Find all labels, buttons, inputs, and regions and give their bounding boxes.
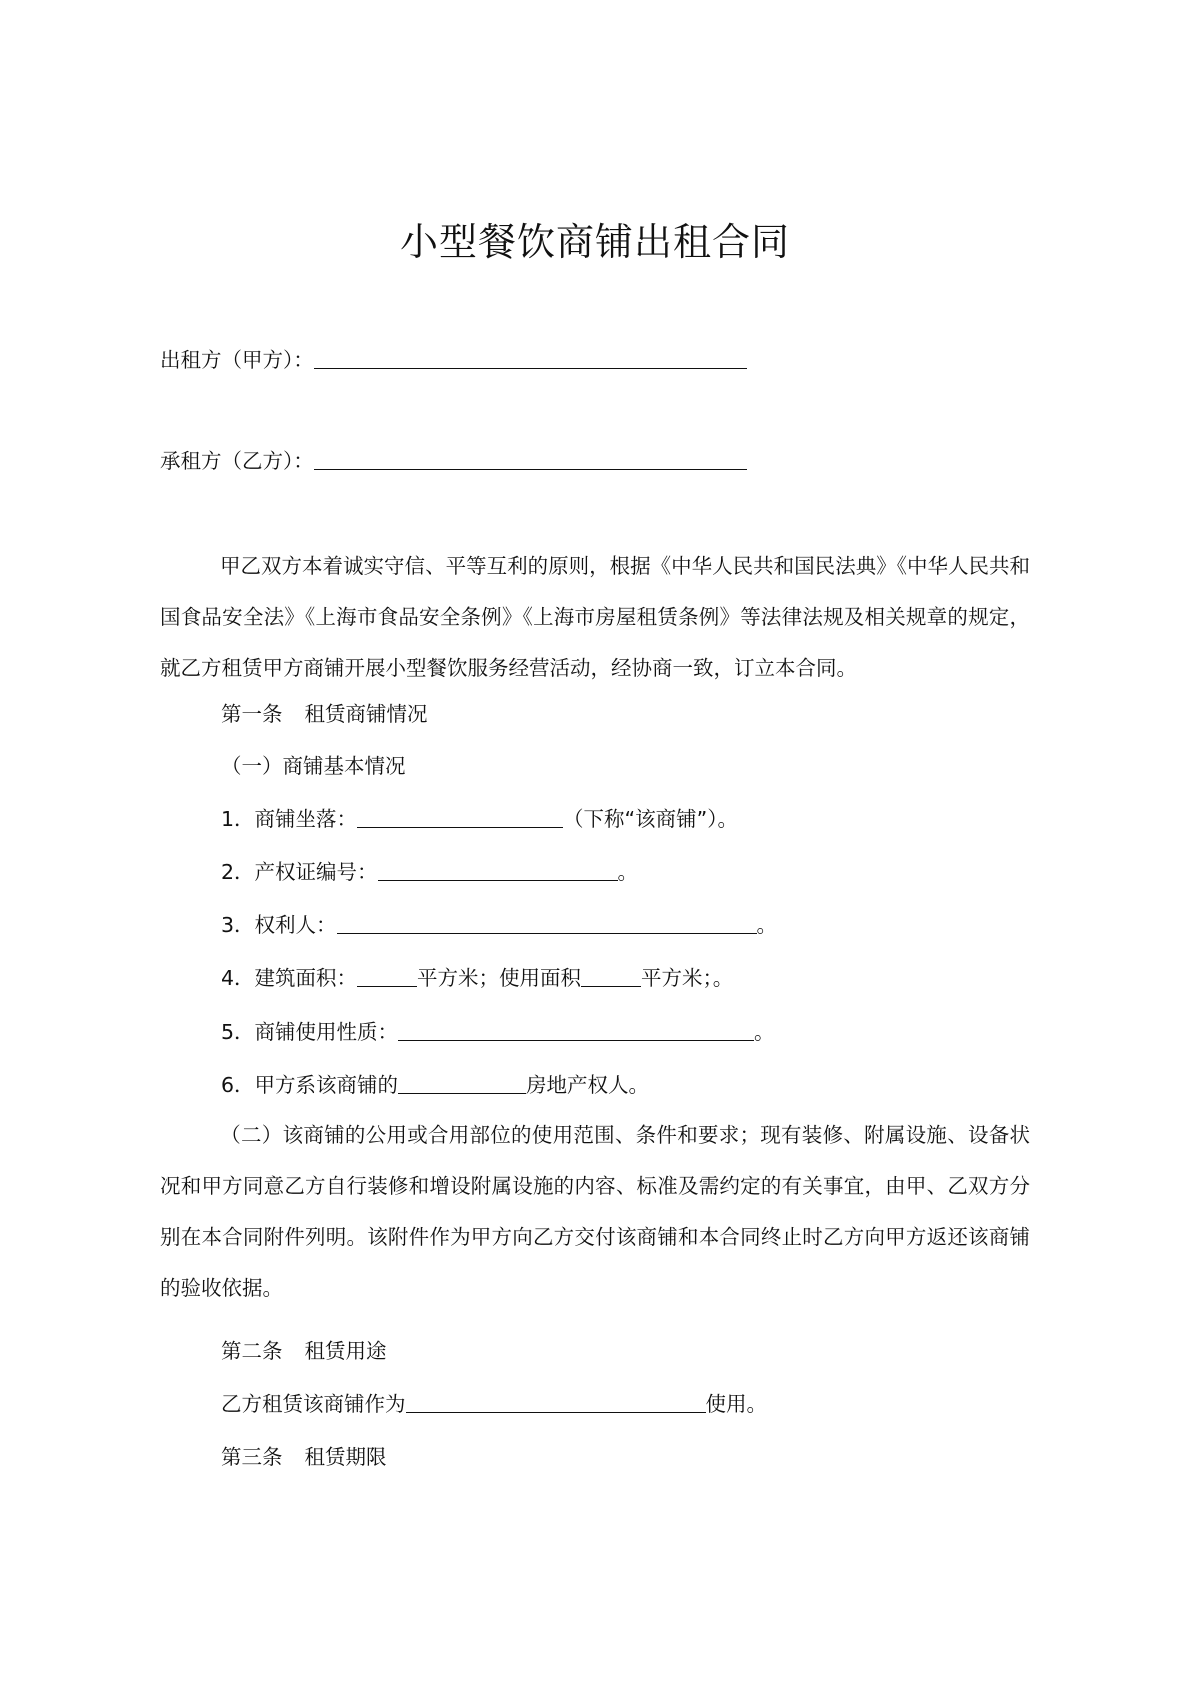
article2-title: 租赁用途: [304, 1339, 387, 1363]
item2-suffix: 。: [617, 860, 639, 884]
preamble-text: 甲乙双方本着诚实守信、平等互利的原则，根据《中华人民共和国民法典》《中华人民共和国食品安全法》《上海市食品安全条例》《上海市房屋租赁条例》等法律法规及相关规章的规定，就乙方租赁甲方商铺开展小型餐饮服务经营活动，经协商一致，订立本合同。: [160, 554, 1030, 680]
ownership-blank[interactable]: [398, 1071, 526, 1094]
item3-label: 3．权利人：: [221, 913, 337, 937]
item-usage-nature: [221, 1018, 775, 1046]
party-b-line: [160, 447, 747, 475]
item-location: [221, 805, 738, 833]
party-a-label: 出租方（甲方）：: [160, 348, 314, 372]
party-a-blank[interactable]: [314, 346, 747, 369]
usable-area-blank[interactable]: [581, 964, 641, 987]
item3-suffix: 。: [756, 913, 778, 937]
item1-suffix: （下称“该商铺”）。: [563, 807, 739, 831]
item-ownership: [221, 1071, 649, 1099]
article2-use-line: [221, 1390, 767, 1418]
article2-number: 第二条: [221, 1339, 283, 1363]
article3-number: 第三条: [221, 1445, 283, 1469]
section1-title: （一）商铺基本情况: [221, 754, 406, 778]
article1-title: 租赁商铺情况: [304, 702, 428, 726]
certificate-blank[interactable]: [378, 858, 618, 881]
item1-label: 1．商铺坐落：: [221, 807, 358, 831]
item6-suffix: 房地产权人。: [526, 1073, 650, 1097]
use-label: 乙方租赁该商铺作为: [221, 1392, 406, 1416]
section2-text: （二）该商铺的公用或合用部位的使用范围、条件和要求；现有装修、附属设施、设备状况和甲方同意乙方自行装修和增设附属设施的内容、标准及需约定的有关事宜，由甲、乙双方分别在本合同附件列明。该附件作为甲方向乙方交付该商铺和本合同终止时乙方向甲方返还该商铺的验收依据。: [160, 1123, 1030, 1300]
article3-title: 租赁期限: [304, 1445, 387, 1469]
preamble-paragraph: [160, 541, 1030, 694]
item4-suffix: 平方米；。: [641, 966, 734, 990]
usage-nature-blank[interactable]: [398, 1018, 754, 1041]
use-purpose-blank[interactable]: [406, 1390, 706, 1413]
building-area-blank[interactable]: [357, 964, 417, 987]
party-a-line: [160, 346, 747, 374]
document-title: 小型餐饮商铺出租合同: [399, 220, 790, 264]
item-area: [221, 964, 733, 992]
article3-heading: [221, 1443, 387, 1471]
article2-heading: [221, 1337, 387, 1365]
use-suffix: 使用。: [705, 1392, 767, 1416]
owner-blank[interactable]: [337, 911, 757, 934]
item4-label: 4．建筑面积：: [221, 966, 358, 990]
item5-label: 5．商铺使用性质：: [221, 1020, 399, 1044]
item4-mid: 平方米；使用面积: [417, 966, 582, 990]
item5-suffix: 。: [754, 1020, 775, 1044]
item6-label: 6．甲方系该商铺的: [221, 1073, 399, 1097]
item-owner: [221, 911, 777, 939]
location-blank[interactable]: [357, 805, 563, 828]
party-b-label: 承租方（乙方）：: [160, 449, 314, 473]
article1-heading: [221, 700, 428, 728]
item-certificate: [221, 858, 638, 886]
party-b-blank[interactable]: [314, 447, 747, 470]
article1-number: 第一条: [221, 702, 283, 726]
item2-label: 2．产权证编号：: [221, 860, 378, 884]
section2-paragraph: [160, 1110, 1030, 1314]
